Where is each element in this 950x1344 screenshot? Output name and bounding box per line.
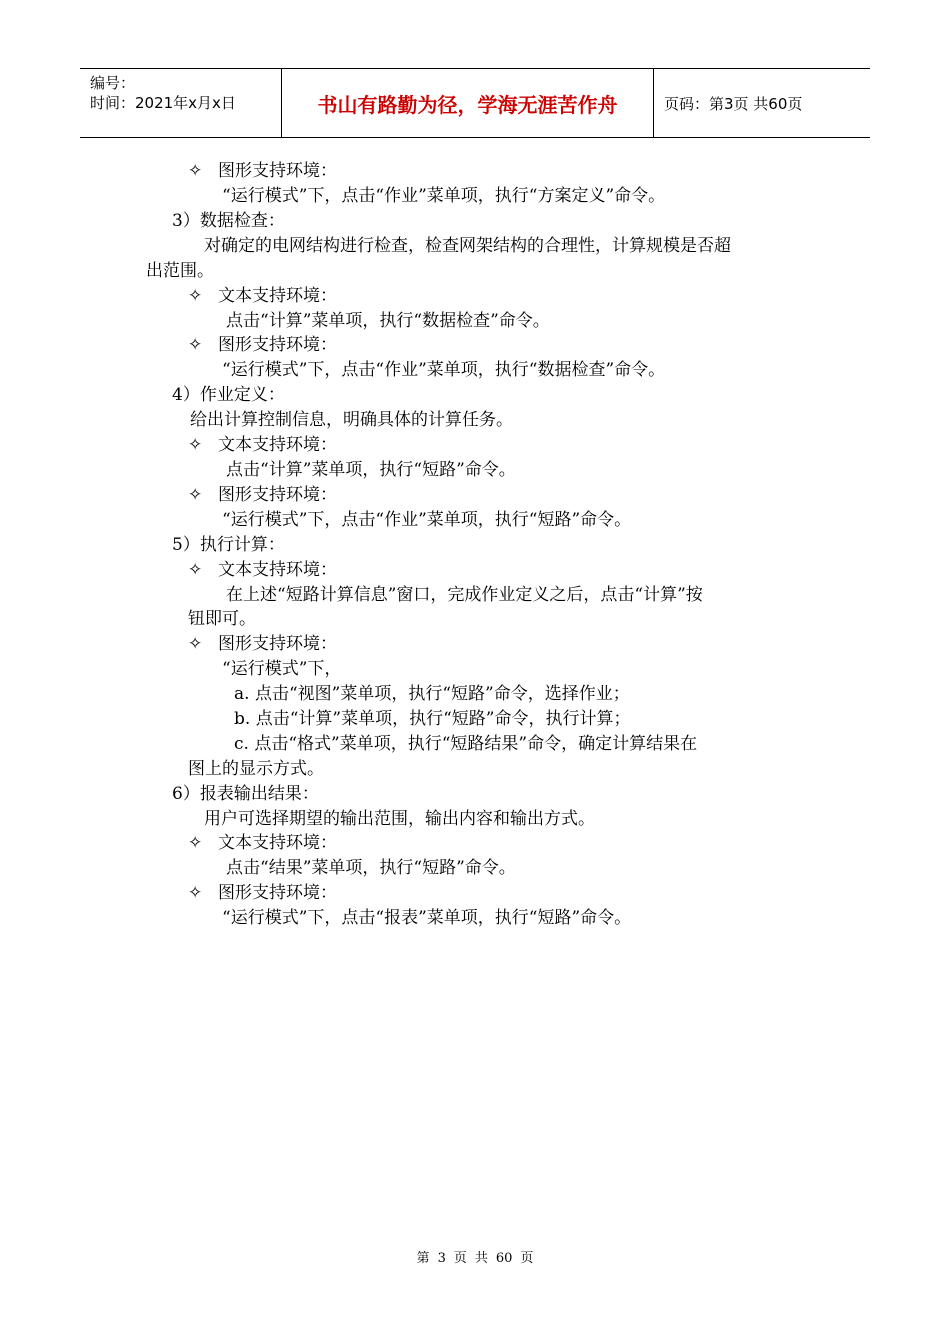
text-line: 出范围。 xyxy=(146,261,214,281)
bullet-line: ✧ 文本支持环境： xyxy=(188,435,337,455)
list-item: c. 点击“格式”菜单项，执行“短路结果”命令，确定计算结果在 xyxy=(234,734,698,754)
text-line: 对确定的电网结构进行检查，检查网架结构的合理性，计算规模是否超 xyxy=(204,236,731,256)
bullet-line: ✧ 图形支持环境： xyxy=(188,161,337,181)
diamond-icon: ✧ xyxy=(188,833,203,853)
text-line: 钮即可。 xyxy=(188,609,256,629)
text-line: 给出计算控制信息，明确具体的计算任务。 xyxy=(190,410,513,430)
section-heading: 3）数据检查： xyxy=(172,211,285,231)
diamond-icon: ✧ xyxy=(188,883,203,903)
bullet-line: ✧ 图形支持环境： xyxy=(188,883,337,903)
footer-label: 共 xyxy=(474,1251,488,1266)
text-line: 点击“计算”菜单项，执行“短路”命令。 xyxy=(226,460,516,480)
text-line: “运行模式”下，点击“作业”菜单项，执行“方案定义”命令。 xyxy=(222,186,666,206)
number-label: 编号： xyxy=(90,74,136,92)
diamond-icon: ✧ xyxy=(188,286,203,306)
section-heading: 5）执行计算： xyxy=(172,535,285,555)
diamond-icon: ✧ xyxy=(188,335,203,355)
page-header xyxy=(80,68,870,138)
bullet-line: ✧ 文本支持环境： xyxy=(188,560,337,580)
header-meta xyxy=(80,69,282,137)
section-heading: 4）作业定义： xyxy=(172,385,285,405)
bullet-line: ✧ 图形支持环境： xyxy=(188,485,337,505)
text-line: 用户可选择期望的输出范围，输出内容和输出方式。 xyxy=(204,809,595,829)
text-line: 图上的显示方式。 xyxy=(188,759,324,779)
footer-label: 第 xyxy=(416,1251,430,1266)
text-line: “运行模式”下，点击“作业”菜单项，执行“短路”命令。 xyxy=(222,510,632,530)
text-line: “运行模式”下， xyxy=(222,659,342,679)
footer-label: 页 xyxy=(453,1251,467,1266)
diamond-icon: ✧ xyxy=(188,485,203,505)
diamond-icon: ✧ xyxy=(188,161,203,181)
bullet-line: ✧ 图形支持环境： xyxy=(188,634,337,654)
text-line: “运行模式”下，点击“报表”菜单项，执行“短路”命令。 xyxy=(222,908,632,928)
section-heading: 6）报表输出结果： xyxy=(172,784,319,804)
bullet-line: ✧ 图形支持环境： xyxy=(188,335,337,355)
text-line: “运行模式”下，点击“作业”菜单项，执行“数据检查”命令。 xyxy=(222,360,666,380)
footer-total-pages: 60 xyxy=(495,1251,513,1266)
diamond-icon: ✧ xyxy=(188,634,203,654)
footer-page-number: 3 xyxy=(437,1251,446,1266)
diamond-icon: ✧ xyxy=(188,560,203,580)
header-page-info: 页码：第3页 共60页 xyxy=(664,94,803,113)
text-line: 点击“计算”菜单项，执行“数据检查”命令。 xyxy=(226,311,550,331)
time-label: 时间：2021年x月x日 xyxy=(90,94,236,112)
page-footer xyxy=(0,1247,950,1266)
text-line: 点击“结果”菜单项，执行“短路”命令。 xyxy=(226,858,516,878)
list-item: a. 点击“视图”菜单项，执行“短路”命令，选择作业； xyxy=(234,684,630,704)
bullet-line: ✧ 文本支持环境： xyxy=(188,286,337,306)
bullet-line: ✧ 文本支持环境： xyxy=(188,833,337,853)
footer-label: 页 xyxy=(520,1251,534,1266)
header-motto: 书山有路勤为径，学海无涯苦作舟 xyxy=(282,69,654,137)
text-line: 在上述“短路计算信息”窗口，完成作业定义之后，点击“计算”按 xyxy=(226,585,703,605)
diamond-icon: ✧ xyxy=(188,435,203,455)
list-item: b. 点击“计算”菜单项，执行“短路”命令，执行计算； xyxy=(234,709,631,729)
